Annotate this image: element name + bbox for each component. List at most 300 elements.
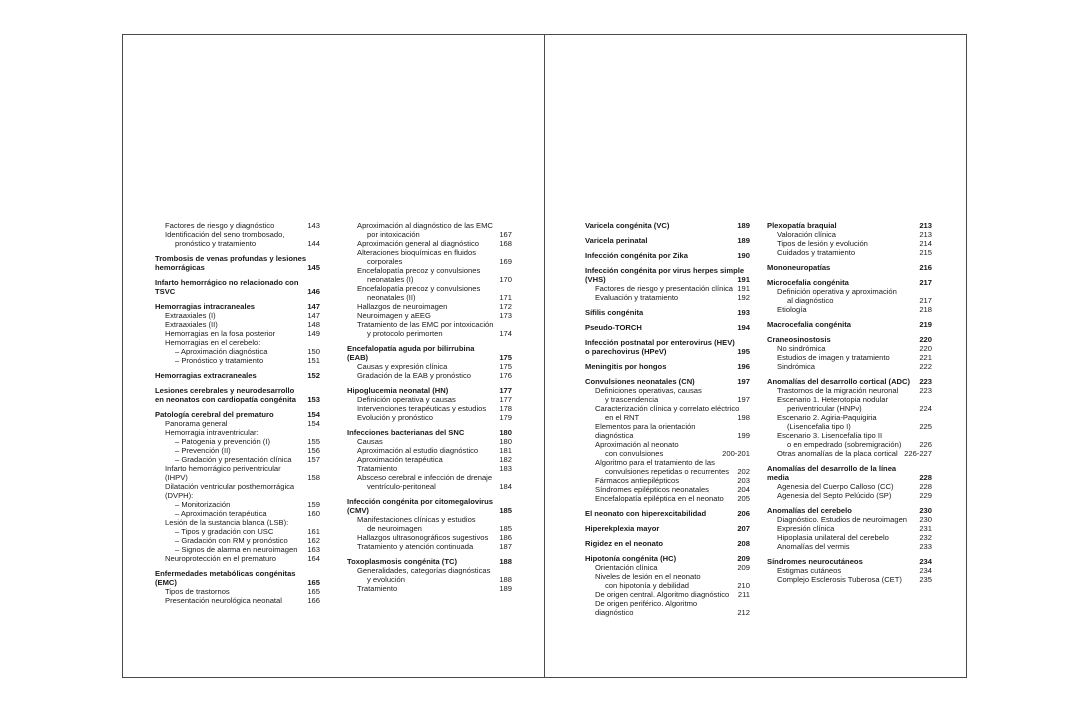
- toc-heading: [585, 539, 750, 548]
- toc-entry: [155, 509, 320, 518]
- toc-entry: [155, 596, 320, 605]
- toc-entry-page: 218: [919, 305, 932, 314]
- toc-entry: [155, 545, 320, 554]
- toc-entry-page: 154: [307, 410, 320, 419]
- toc-entry: [347, 221, 512, 230]
- toc-entry-page: 197: [737, 395, 750, 404]
- toc-entry-title: Elementos para la orientación diagnóstica: [595, 422, 696, 440]
- toc-entry-page: 170: [499, 275, 512, 284]
- toc-entry-page: 194: [737, 323, 750, 332]
- toc-entry-title: (VHS): [585, 275, 606, 284]
- toc-entry-title: Hallazgos de neuroimagen: [357, 302, 448, 311]
- toc-entry-page: 163: [307, 545, 320, 554]
- toc-entry: [347, 533, 512, 542]
- toc-entry-page: 186: [499, 533, 512, 542]
- toc-heading: [767, 335, 932, 344]
- toc-entry: [767, 524, 932, 533]
- toc-entry-page: 172: [499, 302, 512, 311]
- toc-entry: [585, 458, 750, 467]
- toc-entry-page: 147: [307, 311, 320, 320]
- toc-entry: [155, 455, 320, 464]
- toc-heading: [155, 569, 320, 587]
- toc-heading: [585, 509, 750, 518]
- toc-heading: [347, 428, 512, 437]
- toc-entry-page: 175: [499, 362, 512, 371]
- toc-entry-title: (Lisencefalia tipo I): [787, 422, 851, 431]
- toc-heading: [585, 308, 750, 317]
- toc-entry-page: 223: [919, 386, 932, 395]
- toc-entry: [347, 482, 512, 491]
- toc-entry-title: Hipotonía congénita (HC): [585, 554, 677, 563]
- toc-entry-page: 145: [307, 263, 320, 272]
- toc-entry-page: 228: [919, 482, 932, 491]
- toc-entry-title: Panorama general: [165, 419, 228, 428]
- toc-entry-title: Causas y expresión clínica: [357, 362, 448, 371]
- toc-entry: [585, 386, 750, 395]
- toc-entry-page: 155: [307, 437, 320, 446]
- toc-entry-title: ventrículo-peritoneal: [367, 482, 436, 491]
- toc-heading: [585, 524, 750, 533]
- toc-entry-page: 200-201: [722, 449, 750, 458]
- toc-entry-page: 166: [307, 596, 320, 605]
- toc-entry-title: con hipotonía y debilidad: [605, 581, 690, 590]
- toc-entry: [585, 449, 750, 458]
- toc-entry-page: 212: [737, 608, 750, 617]
- toc-entry-title: – Gradación y presentación clínica: [175, 455, 292, 464]
- toc-entry: [347, 584, 512, 593]
- toc-entry-title: Lesión de la sustancia blanca (LSB):: [165, 518, 289, 527]
- toc-entry: [767, 353, 932, 362]
- toc-entry: [347, 566, 512, 575]
- toc-entry: [585, 590, 750, 599]
- toc-entry-page: 210: [737, 581, 750, 590]
- toc-entry: [347, 362, 512, 371]
- toc-entry-page: 230: [919, 506, 932, 515]
- toc-entry-title: Plexopatía braquial: [767, 221, 837, 230]
- toc-entry-title: Tratamiento y atención continuada: [357, 542, 474, 551]
- toc-entry-title: Definiciones operativas, causas: [595, 386, 702, 395]
- toc-entry: [347, 455, 512, 464]
- toc-entry-title: corporales: [367, 257, 403, 266]
- toc-entry-title: Alteraciones bioquímicas en fluidos: [357, 248, 477, 257]
- toc-entry-title: Hiperekplexia mayor: [585, 524, 660, 533]
- toc-entry-title: y protocolo perimorten: [367, 329, 443, 338]
- toc-entry-title: Escenario 1. Heterotopia nodular: [777, 395, 889, 404]
- toc-entry-title: Escenario 3. Lisencefalia tipo II: [777, 431, 883, 440]
- toc-entry-title: Causas: [357, 437, 383, 446]
- toc-entry-page: 211: [737, 590, 750, 599]
- toc-entry-title: Presentación neurológica neonatal: [165, 596, 282, 605]
- toc-entry: [347, 464, 512, 473]
- toc-entry-page: 188: [499, 557, 512, 566]
- toc-entry: [347, 302, 512, 311]
- toc-entry: [585, 293, 750, 302]
- toc-entry-page: 221: [919, 353, 932, 362]
- left-page: [122, 34, 545, 678]
- toc-entry-page: 144: [307, 239, 320, 248]
- toc-entry-title: Infección postnatal por enterovirus (HEV): [585, 338, 735, 347]
- toc-entry-title: Anomalías del desarrollo cortical (ADC): [767, 377, 911, 386]
- toc-entry-page: 217: [919, 296, 932, 305]
- toc-entry-title: – Signos de alarma en neuroimagen: [175, 545, 298, 554]
- toc-entry-title: Etiología: [777, 305, 807, 314]
- toc-entry-page: 157: [307, 455, 320, 464]
- toc-entry-title: Convulsiones neonatales (CN): [585, 377, 695, 386]
- toc-entry-title: Rigidez en el neonato: [585, 539, 664, 548]
- toc-entry: [767, 431, 932, 440]
- toc-entry-page: 214: [919, 239, 932, 248]
- toc-entry-title: (DVPH):: [165, 491, 194, 500]
- toc-entry: [155, 221, 320, 230]
- toc-entry-page: 149: [307, 329, 320, 338]
- toc-entry-page: 230: [919, 515, 932, 524]
- toc-entry-page: 143: [307, 221, 320, 230]
- toc-entry-page: 207: [737, 524, 750, 533]
- toc-heading: [155, 302, 320, 311]
- toc-entry-title: periventricular (HNPv): [787, 404, 862, 413]
- toc-heading: [347, 344, 512, 362]
- toc-heading: [767, 464, 932, 482]
- toc-heading: [155, 263, 320, 272]
- toc-entry: [347, 473, 512, 482]
- toc-entry-title: Caracterización clínica y correlato eléctrico: [595, 404, 740, 413]
- toc-entry-title: o en empedrado (sobremigración): [787, 440, 902, 449]
- toc-entry: [585, 413, 750, 422]
- toc-entry: [767, 404, 932, 413]
- toc-entry-title: Algoritmo para el tratamiento de las: [595, 458, 715, 467]
- toc-entry-page: 151: [307, 356, 320, 365]
- toc-entry: [767, 386, 932, 395]
- toc-entry-title: Dilatación ventricular posthemorrágica: [165, 482, 295, 491]
- toc-entry: [155, 428, 320, 437]
- toc-entry-title: Anomalías del vermis: [777, 542, 850, 551]
- toc-entry-title: Infección congénita por citomegalovirus: [347, 497, 493, 506]
- toc-entry-title: – Tipos y gradación con USC: [175, 527, 274, 536]
- toc-entry-title: Tratamiento: [357, 464, 398, 473]
- toc-entry: [585, 476, 750, 485]
- toc-entry-page: 188: [499, 575, 512, 584]
- toc-entry-title: Estudios de imagen y tratamiento: [777, 353, 890, 362]
- toc-entry: [767, 482, 932, 491]
- toc-entry-page: 192: [737, 293, 750, 302]
- toc-entry: [767, 515, 932, 524]
- toc-entry: [585, 284, 750, 293]
- toc-entry-page: 176: [499, 371, 512, 380]
- toc-entry-title: Sindrómica: [777, 362, 815, 371]
- toc-heading: [767, 263, 932, 272]
- toc-entry-title: Macrocefalia congénita: [767, 320, 851, 329]
- toc-entry-page: 226-227: [904, 449, 932, 458]
- toc-entry: [767, 491, 932, 500]
- toc-entry: [767, 533, 932, 542]
- toc-entry-page: 162: [307, 536, 320, 545]
- toc-entry: [767, 413, 932, 422]
- toc-entry-title: convulsiones repetidas o recurrentes: [605, 467, 730, 476]
- toc-entry-page: 175: [499, 353, 512, 362]
- toc-entry-page: 204: [737, 485, 750, 494]
- toc-entry: [585, 599, 750, 617]
- toc-entry-title: Encefalopatía epiléptica en el neonato: [595, 494, 724, 503]
- toc-entry-title: Gradación de la EAB y pronóstico: [357, 371, 471, 380]
- toc-entry: [347, 524, 512, 533]
- toc-entry-page: 205: [737, 494, 750, 503]
- toc-heading: [347, 506, 512, 515]
- toc-entry: [155, 338, 320, 347]
- toc-entry-title: Hemorragias en la fosa posterior: [165, 329, 276, 338]
- toc-entry: [155, 320, 320, 329]
- toc-entry-page: 164: [307, 554, 320, 563]
- toc-entry: [585, 404, 750, 413]
- toc-entry-title: De origen periférico. Algoritmo diagnóstico: [595, 599, 698, 617]
- toc-entry-title: neonatales (I): [367, 275, 414, 284]
- toc-entry-page: 171: [499, 293, 512, 302]
- toc-heading: [585, 554, 750, 563]
- toc-entry: [767, 248, 932, 257]
- toc-entry-page: 161: [307, 527, 320, 536]
- toc-column-right-1: [585, 221, 750, 617]
- toc-heading: [767, 278, 932, 287]
- toc-entry-page: 169: [499, 257, 512, 266]
- right-page: [544, 34, 967, 678]
- toc-entry-page: 146: [307, 287, 320, 296]
- toc-entry-title: – Gradación con RM y pronóstico: [175, 536, 288, 545]
- toc-entry-title: – Pronóstico y tratamiento: [175, 356, 264, 365]
- toc-entry: [155, 587, 320, 596]
- toc-entry: [155, 329, 320, 338]
- toc-entry-title: Cuidados y tratamiento: [777, 248, 856, 257]
- toc-heading: [155, 410, 320, 419]
- toc-entry-page: 213: [919, 221, 932, 230]
- toc-entry: [155, 464, 320, 482]
- toc-entry-page: 168: [499, 239, 512, 248]
- toc-entry-page: 147: [307, 302, 320, 311]
- toc-entry: [347, 311, 512, 320]
- toc-entry: [155, 311, 320, 320]
- toc-entry-page: 179: [499, 413, 512, 422]
- toc-entry-page: 159: [307, 500, 320, 509]
- toc-entry-title: Aproximación al estudio diagnóstico: [357, 446, 479, 455]
- toc-entry: [767, 395, 932, 404]
- toc-entry-title: Agenesia del Cuerpo Calloso (CC): [777, 482, 894, 491]
- toc-entry-title: Identificación del seno trombosado,: [165, 230, 285, 239]
- toc-entry-title: Craneosinostosis: [767, 335, 831, 344]
- toc-entry-page: 226: [919, 440, 932, 449]
- toc-entry-page: 234: [919, 566, 932, 575]
- toc-entry-title: Fármacos antiepilépticos: [595, 476, 679, 485]
- toc-entry-title: Anomalías del cerebelo: [767, 506, 852, 515]
- toc-entry-title: Neuroimagen y aEEG: [357, 311, 431, 320]
- toc-entry-page: 191: [737, 275, 750, 284]
- toc-heading: [767, 506, 932, 515]
- toc-entry: [347, 575, 512, 584]
- toc-heading: [585, 266, 750, 275]
- toc-entry-title: Microcefalia congénita: [767, 278, 849, 287]
- toc-entry-title: – Patogenia y prevención (I): [175, 437, 270, 446]
- toc-entry-page: 225: [919, 422, 932, 431]
- toc-heading: [347, 386, 512, 395]
- toc-entry-title: en neonatos con cardiopatía congénita: [155, 395, 296, 404]
- toc-entry-page: 229: [919, 491, 932, 500]
- toc-column-left-1: [155, 221, 320, 605]
- toc-entry-page: 228: [919, 473, 932, 482]
- toc-entry: [347, 230, 512, 239]
- toc-entry-title: Otras anomalías de la placa cortical: [777, 449, 898, 458]
- toc-entry: [347, 404, 512, 413]
- toc-heading: [585, 251, 750, 260]
- toc-entry-page: 208: [737, 539, 750, 548]
- toc-heading: [585, 236, 750, 245]
- toc-entry: [347, 515, 512, 524]
- toc-entry: [155, 500, 320, 509]
- toc-entry: [585, 572, 750, 581]
- toc-entry-title: Evaluación y tratamiento: [595, 293, 679, 302]
- toc-entry-page: 215: [919, 248, 932, 257]
- toc-entry-page: 153: [307, 395, 320, 404]
- toc-entry: [767, 344, 932, 353]
- toc-entry-title: Intervenciones terapéuticas y estudios: [357, 404, 487, 413]
- toc-entry-page: 181: [499, 446, 512, 455]
- toc-entry-title: Manifestaciones clínicas y estudios: [357, 515, 476, 524]
- toc-entry-title: y trascendencia: [605, 395, 659, 404]
- toc-entry: [585, 494, 750, 503]
- toc-entry-title: Hemorragias intracraneales: [155, 302, 256, 311]
- toc-entry-title: con convulsiones: [605, 449, 664, 458]
- toc-entry-title: Factores de riesgo y diagnóstico: [165, 221, 275, 230]
- toc-entry-page: 191: [737, 284, 750, 293]
- toc-heading: [585, 347, 750, 356]
- toc-heading: [155, 254, 320, 263]
- toc-entry: [155, 536, 320, 545]
- toc-entry-title: al diagnóstico: [787, 296, 834, 305]
- toc-entry-title: Varicela congénita (VC): [585, 221, 670, 230]
- toc-entry-page: 231: [919, 524, 932, 533]
- toc-entry-title: neonatales (II): [367, 293, 416, 302]
- toc-entry: [155, 527, 320, 536]
- toc-heading: [347, 497, 512, 506]
- toc-entry-title: Infarto hemorrágico no relacionado con TSVC: [155, 278, 299, 296]
- toc-entry: [767, 542, 932, 551]
- toc-heading: [155, 395, 320, 404]
- toc-entry: [347, 395, 512, 404]
- toc-entry-title: Infección congénita por virus herpes simple: [585, 266, 745, 275]
- toc-column-right-2: [767, 221, 932, 584]
- toc-entry: [155, 239, 320, 248]
- toc-entry: [767, 575, 932, 584]
- toc-entry-title: No sindrómica: [777, 344, 826, 353]
- toc-entry-title: Pseudo-TORCH: [585, 323, 642, 332]
- toc-entry-page: 177: [499, 386, 512, 395]
- toc-entry-page: 160: [307, 509, 320, 518]
- toc-entry-title: Síndromes neurocutáneos: [767, 557, 863, 566]
- toc-heading: [767, 320, 932, 329]
- toc-entry-page: 180: [499, 428, 512, 437]
- toc-entry-title: Absceso cerebral e infección de drenaje: [357, 473, 493, 482]
- toc-entry-title: Trastornos de la migración neuronal: [777, 386, 899, 395]
- toc-entry-title: Agenesia del Septo Pelúcido (SP): [777, 491, 892, 500]
- toc-entry: [585, 422, 750, 440]
- toc-entry-title: hemorrágicas: [155, 263, 205, 272]
- toc-entry: [347, 293, 512, 302]
- toc-entry-page: 209: [737, 563, 750, 572]
- toc-entry-page: 165: [307, 578, 320, 587]
- toc-entry-page: 224: [919, 404, 932, 413]
- toc-entry-page: 223: [919, 377, 932, 386]
- toc-entry-page: 193: [737, 308, 750, 317]
- toc-entry-title: Diagnóstico. Estudios de neuroimagen: [777, 515, 908, 524]
- toc-entry-page: 222: [919, 362, 932, 371]
- toc-entry-title: El neonato con hiperexcitabilidad: [585, 509, 707, 518]
- toc-entry-title: o parechovirus (HPeV): [585, 347, 667, 356]
- toc-entry: [585, 467, 750, 476]
- toc-entry-page: 154: [307, 419, 320, 428]
- toc-entry: [347, 329, 512, 338]
- toc-entry: [767, 566, 932, 575]
- toc-entry-page: 182: [499, 455, 512, 464]
- toc-entry-title: – Monitorización: [175, 500, 231, 509]
- toc-heading: [767, 377, 932, 386]
- toc-entry-title: Tipos de trastornos: [165, 587, 230, 596]
- toc-entry-page: 189: [737, 221, 750, 230]
- toc-heading: [155, 278, 320, 296]
- toc-heading: [347, 557, 512, 566]
- toc-entry-title: Infección congénita por Zika: [585, 251, 688, 260]
- toc-entry-title: Síndromes epilépticos neonatales: [595, 485, 709, 494]
- toc-entry: [347, 413, 512, 422]
- toc-entry-page: 220: [919, 335, 932, 344]
- toc-entry-page: 202: [737, 467, 750, 476]
- toc-entry: [155, 446, 320, 455]
- toc-entry-page: 219: [919, 320, 932, 329]
- toc-entry-page: 209: [737, 554, 750, 563]
- toc-entry-title: Definición operativa y causas: [357, 395, 456, 404]
- toc-entry-title: Trombosis de venas profundas y lesiones: [155, 254, 307, 263]
- toc-entry: [347, 284, 512, 293]
- toc-entry-title: Escenario 2. Agiria-Paquigiria: [777, 413, 877, 422]
- toc-entry: [767, 296, 932, 305]
- toc-entry-title: De origen central. Algoritmo diagnóstico: [595, 590, 730, 599]
- toc-entry: [347, 275, 512, 284]
- toc-heading: [585, 275, 750, 284]
- toc-entry-title: Aproximación general al diagnóstico: [357, 239, 479, 248]
- toc-entry-title: Tratamiento de las EMC por intoxicación: [357, 320, 494, 329]
- toc-entry-page: 185: [499, 524, 512, 533]
- toc-entry-title: Sífilis congénita: [585, 308, 644, 317]
- toc-entry-title: Varicela perinatal: [585, 236, 648, 245]
- toc-entry: [347, 239, 512, 248]
- toc-entry-page: 178: [499, 404, 512, 413]
- toc-entry-page: 234: [919, 557, 932, 566]
- toc-entry-page: 173: [499, 311, 512, 320]
- toc-entry-title: Extraaxiales (II): [165, 320, 218, 329]
- toc-entry: [155, 230, 320, 239]
- toc-entry: [767, 239, 932, 248]
- toc-entry-page: 196: [737, 362, 750, 371]
- toc-entry-title: Toxoplasmosis congénita (TC): [347, 557, 457, 566]
- toc-entry-page: 152: [307, 371, 320, 380]
- toc-entry-page: 199: [737, 431, 750, 440]
- toc-entry-title: Tipos de lesión y evolución: [777, 239, 868, 248]
- toc-heading: [585, 221, 750, 230]
- toc-heading: [767, 557, 932, 566]
- toc-entry: [155, 356, 320, 365]
- toc-column-left-2: [347, 221, 512, 593]
- toc-entry: [155, 347, 320, 356]
- toc-entry: [155, 419, 320, 428]
- toc-entry: [767, 362, 932, 371]
- toc-entry-title: – Aproximación diagnóstica: [175, 347, 268, 356]
- toc-entry: [155, 518, 320, 527]
- toc-entry-title: Encefalopatía precoz y convulsiones: [357, 266, 481, 275]
